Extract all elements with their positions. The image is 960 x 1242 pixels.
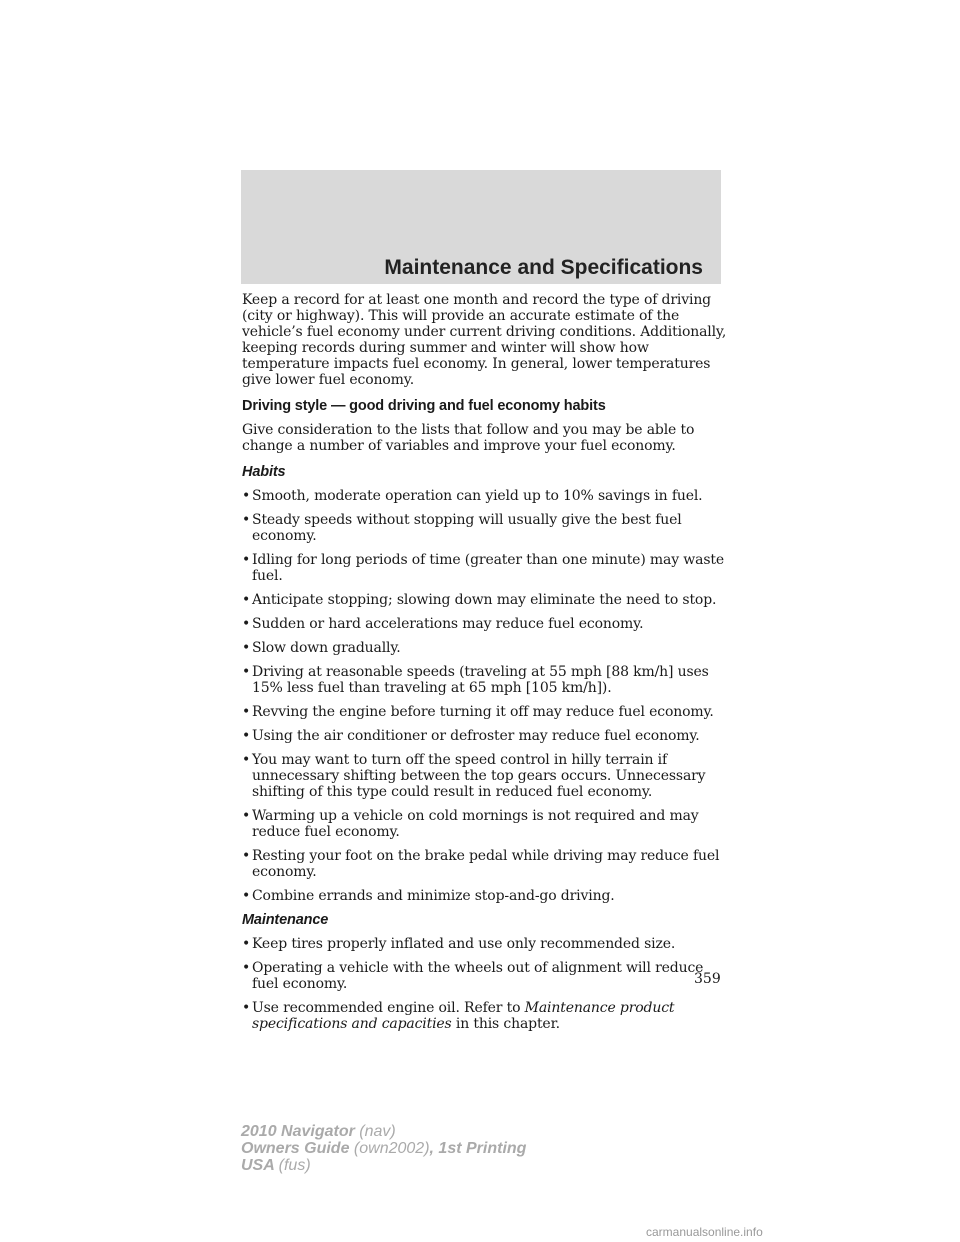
page-number: 359 bbox=[694, 971, 721, 987]
footer-region-code: (fus) bbox=[278, 1157, 311, 1174]
list-item bbox=[242, 512, 732, 544]
list-item bbox=[242, 752, 732, 800]
list-item-text: You may want to turn off the speed control in hilly terrain if unnecessary shifting between the top gears occurs. Unnecessary shifting of this type could result in reduced fuel economy. bbox=[252, 752, 706, 800]
footer-guide-code: (own2002) bbox=[353, 1140, 430, 1157]
list-item-text: Revving the engine before turning it off may reduce fuel economy. bbox=[252, 704, 714, 720]
page-content bbox=[242, 292, 732, 1040]
list-item bbox=[242, 640, 732, 656]
bullet-marker: • bbox=[242, 512, 251, 528]
list-item bbox=[242, 616, 732, 632]
list-item bbox=[242, 592, 732, 608]
footer-model-code: (nav) bbox=[359, 1123, 396, 1140]
list-item bbox=[242, 1000, 732, 1032]
page-section-title: Maintenance and Specifications bbox=[384, 256, 703, 279]
footer-guide: Owners Guide bbox=[241, 1140, 350, 1157]
bullet-marker: • bbox=[242, 808, 251, 824]
print-footer bbox=[241, 1123, 526, 1174]
bullet-marker: • bbox=[242, 728, 251, 744]
list-item-text: Slow down gradually. bbox=[252, 640, 401, 656]
maintenance-heading: Maintenance bbox=[242, 912, 329, 928]
bullet-marker: • bbox=[242, 488, 251, 504]
list-item bbox=[242, 488, 732, 504]
footer-printing: , 1st Printing bbox=[429, 1140, 527, 1157]
cross-reference-link: Maintenance product specifications and capacities bbox=[252, 1000, 675, 1032]
list-item-text: Using the air conditioner or defroster may reduce fuel economy. bbox=[252, 728, 700, 744]
list-item bbox=[242, 960, 732, 992]
list-item-text: Resting your foot on the brake pedal while driving may reduce fuel economy. bbox=[252, 848, 720, 880]
list-item-text: Idling for long periods of time (greater than one minute) may waste fuel. bbox=[252, 552, 724, 584]
habits-heading: Habits bbox=[242, 464, 286, 480]
list-item-text: Smooth, moderate operation can yield up to 10% savings in fuel. bbox=[252, 488, 703, 504]
list-item bbox=[242, 848, 732, 880]
driving-style-heading: Driving style — good driving and fuel economy habits bbox=[242, 398, 606, 414]
list-item-text: Anticipate stopping; slowing down may eliminate the need to stop. bbox=[252, 592, 717, 608]
bullet-marker: • bbox=[242, 1000, 251, 1016]
intro-paragraph: Keep a record for at least one month and record the type of driving (city or highway). This will provide an accurate estimate of the vehicle’s fuel economy under current driving conditions. Additionally, keeping records during summer and winter will show how temperature impacts fuel economy. In general, lower temperatures give lower fuel economy. bbox=[242, 292, 727, 388]
bullet-marker: • bbox=[242, 960, 251, 976]
bullet-marker: • bbox=[242, 888, 251, 904]
bullet-marker: • bbox=[242, 640, 251, 656]
list-item bbox=[242, 808, 732, 840]
list-item-text: Warming up a vehicle on cold mornings is not required and may reduce fuel economy. bbox=[252, 808, 699, 840]
list-item bbox=[242, 936, 732, 952]
list-item-text: Steady speeds without stopping will usually give the best fuel economy. bbox=[252, 512, 682, 544]
footer-model: 2010 Navigator bbox=[241, 1123, 355, 1140]
bullet-marker: • bbox=[242, 552, 251, 568]
footer-line-1 bbox=[241, 1123, 526, 1140]
header-band bbox=[241, 170, 721, 284]
list-item-text: Sudden or hard accelerations may reduce fuel economy. bbox=[252, 616, 644, 632]
list-item-text: Driving at reasonable speeds (traveling at 55 mph [88 km/h] uses 15% less fuel than traveling at 65 mph [105 km/h]). bbox=[252, 664, 709, 696]
oil-item-prefix: Use recommended engine oil. Refer to bbox=[252, 1000, 525, 1016]
list-item-text: Operating a vehicle with the wheels out of alignment will reduce fuel economy. bbox=[252, 960, 704, 992]
list-item-text: Keep tires properly inflated and use only recommended size. bbox=[252, 936, 676, 952]
list-item bbox=[242, 664, 732, 696]
footer-region: USA bbox=[241, 1157, 275, 1174]
bullet-marker: • bbox=[242, 936, 251, 952]
bullet-marker: • bbox=[242, 848, 251, 864]
list-item-text: Combine errands and minimize stop-and-go driving. bbox=[252, 888, 615, 904]
list-item bbox=[242, 888, 732, 904]
footer-line-2 bbox=[241, 1140, 526, 1157]
list-item bbox=[242, 552, 732, 584]
driving-style-lead: Give consideration to the lists that follow and you may be able to change a number of variables and improve your fuel economy. bbox=[242, 422, 695, 454]
bullet-marker: • bbox=[242, 664, 251, 680]
list-item bbox=[242, 728, 732, 744]
bullet-marker: • bbox=[242, 616, 251, 632]
oil-item-suffix: in this chapter. bbox=[451, 1016, 560, 1032]
site-watermark: carmanualsonline.info bbox=[646, 1225, 763, 1239]
footer-line-3 bbox=[241, 1157, 526, 1174]
bullet-marker: • bbox=[242, 592, 251, 608]
bullet-marker: • bbox=[242, 704, 251, 720]
bullet-marker: • bbox=[242, 752, 251, 768]
habits-list bbox=[242, 488, 732, 904]
maintenance-list bbox=[242, 936, 732, 1032]
list-item bbox=[242, 704, 732, 720]
